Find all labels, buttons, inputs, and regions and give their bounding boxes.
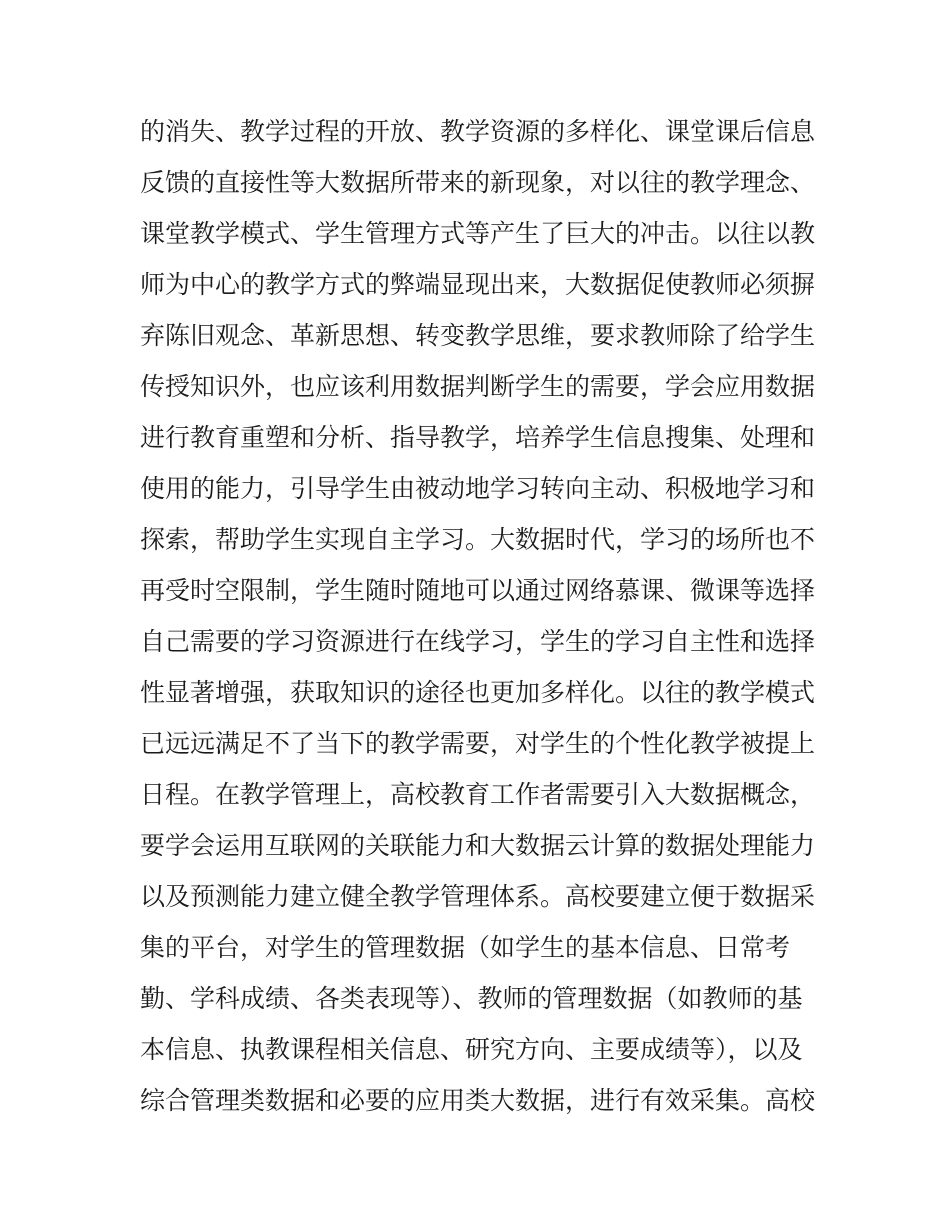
text-line: 以及预测能力建立健全教学管理体系。高校要建立便于数据采: [140, 882, 816, 911]
text-line: 的消失、教学过程的开放、教学资源的多样化、课堂课后信息: [140, 117, 816, 146]
text-line: 要学会运用互联网的关联能力和大数据云计算的数据处理能力: [140, 831, 816, 860]
text-line: 集的平台，对学生的管理数据（如学生的基本信息、日常考: [140, 933, 791, 962]
text-line: 再受时空限制，学生随时随地可以通过网络慕课、微课等选择: [140, 576, 816, 605]
text-line: 进行教育重塑和分析、指导教学，培养学生信息搜集、处理和: [140, 423, 816, 452]
text-line: 已远远满足不了当下的教学需要，对学生的个性化教学被提上: [140, 729, 816, 758]
text-line: 日程。在教学管理上，高校教育工作者需要引入大数据概念，: [140, 780, 816, 809]
text-line: 弃陈旧观念、革新思想、转变教学思维，要求教师除了给学生: [140, 321, 816, 350]
text-line: 使用的能力，引导学生由被动地学习转向主动、积极地学习和: [140, 474, 816, 503]
body-paragraph: [140, 106, 820, 1126]
text-line: 师为中心的教学方式的弊端显现出来，大数据促使教师必须摒: [140, 270, 816, 299]
text-line: 自己需要的学习资源进行在线学习，学生的学习自主性和选择: [140, 627, 816, 656]
text-line: 综合管理类数据和必要的应用类大数据，进行有效采集。高校: [140, 1086, 816, 1115]
text-line: 本信息、执教课程相关信息、研究方向、主要成绩等），以及: [140, 1035, 803, 1064]
text-line: 探索，帮助学生实现自主学习。大数据时代，学习的场所也不: [140, 525, 816, 554]
text-line: 勤、学科成绩、各类表现等）、教师的管理数据（如教师的基: [140, 984, 803, 1013]
text-line: 课堂教学模式、学生管理方式等产生了巨大的冲击。以往以教: [140, 219, 816, 248]
text-line: 反馈的直接性等大数据所带来的新现象，对以往的教学理念、: [140, 168, 816, 197]
text-line: 性显著增强，获取知识的途径也更加多样化。以往的教学模式: [140, 678, 816, 707]
text-line: 传授知识外，也应该利用数据判断学生的需要，学会应用数据: [140, 372, 816, 401]
